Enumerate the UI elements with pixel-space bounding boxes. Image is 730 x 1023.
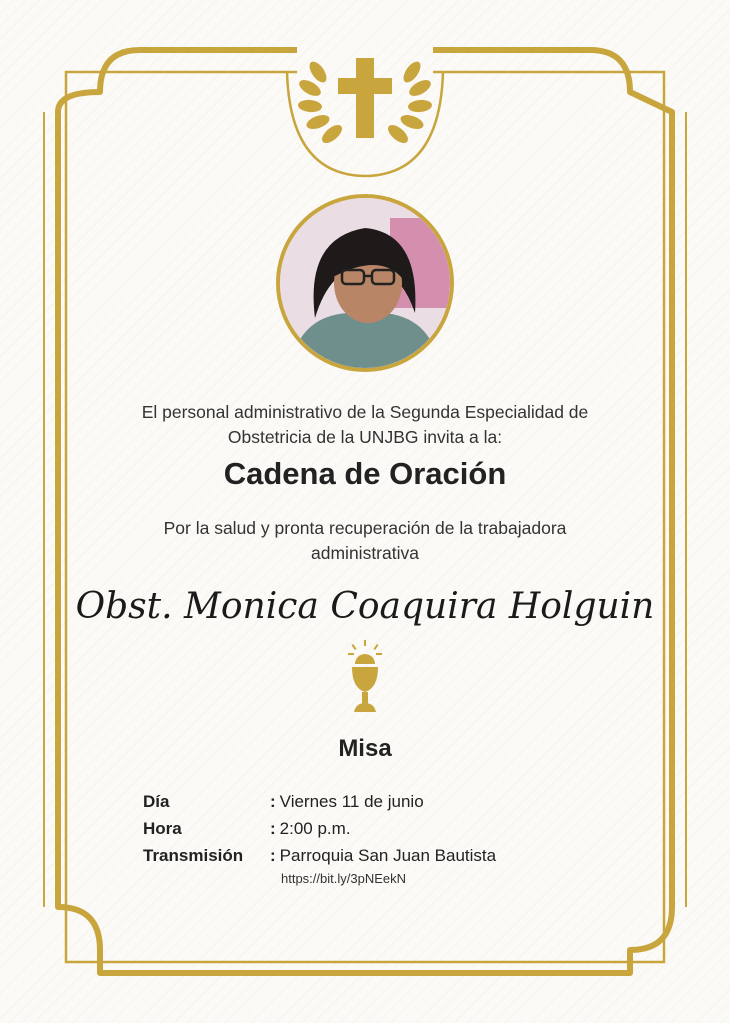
detail-row-time [143,815,496,842]
intro-line-1: El personal administrativo de la Segunda Especialidad de [141,402,589,422]
cross-icon [338,58,392,138]
detail-label: Día [143,791,170,811]
page-title: Cadena de Oración [223,456,507,491]
honoree-name: Obst. Monica Coaquira Holguin [75,586,655,627]
subtitle-line-2: administrativa [311,543,419,563]
event-details [143,788,496,869]
subtitle-line-1: Por la salud y pronta recuperación de la trabajadora [163,518,567,538]
detail-row-day [143,788,496,815]
detail-colon: : [270,818,276,838]
subtitle-text [90,516,640,566]
detail-label: Transmisión [143,845,244,865]
intro-line-2: Obstetricia de la UNJBG invita a la: [227,427,503,447]
event-title: Misa [338,735,392,762]
broadcast-link[interactable]: https://bit.ly/3pNEekN [281,871,406,886]
detail-label: Hora [143,818,182,838]
detail-row-broadcast [143,842,496,869]
portrait-photo [276,194,454,372]
detail-value: Viernes 11 de junio [279,791,424,811]
detail-colon: : [270,845,276,865]
detail-value: 2:00 p.m. [279,818,351,838]
detail-value: Parroquia San Juan Bautista [279,845,497,865]
intro-text [90,400,640,450]
chalice-icon [340,640,390,716]
detail-colon: : [270,791,276,811]
